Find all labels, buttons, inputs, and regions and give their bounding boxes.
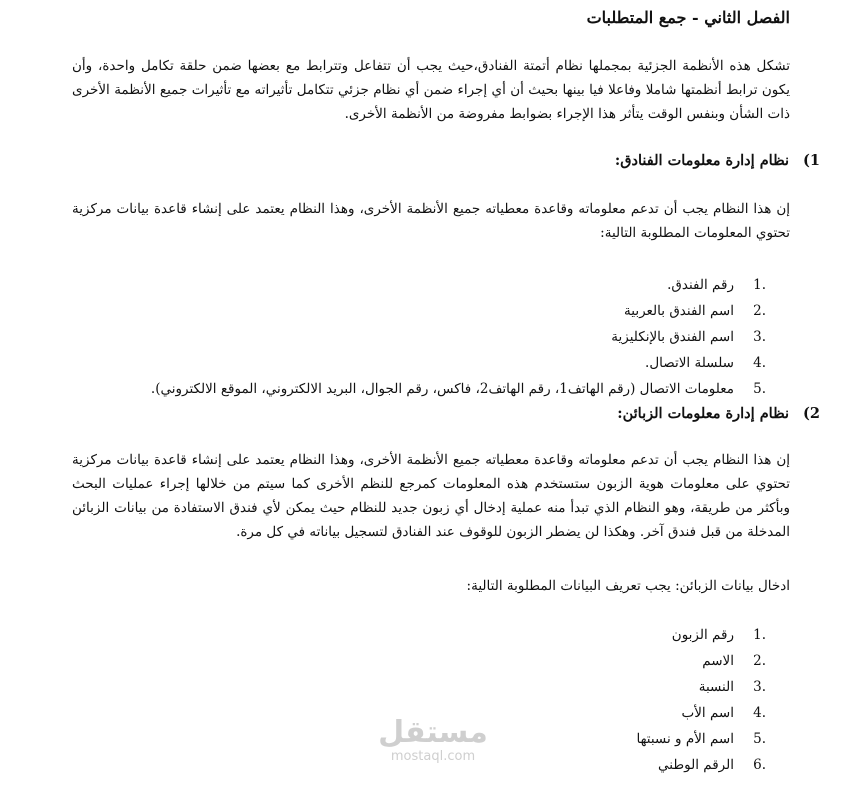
section-number: 1)	[803, 152, 820, 169]
list-text: اسم الأب	[681, 705, 734, 721]
list-index: 3.	[753, 679, 766, 695]
customer-fields-list	[636, 622, 766, 778]
list-item	[151, 272, 766, 298]
list-item	[636, 648, 766, 674]
list-index: 1.	[753, 277, 766, 293]
list-text: معلومات الاتصال (رقم الهاتف1، رقم الهاتف2، فاكس، رقم الجوال، البريد الالكتروني، الموقع الالكتروني).	[150, 381, 734, 397]
list-index: 2.	[753, 653, 766, 669]
section-title: نظام إدارة معلومات الفنادق:	[614, 152, 790, 169]
section-paragraph-hotels: إن هذا النظام يجب أن تدعم معلوماته وقاعدة معطياته جميع الأنظمة الأخرى، وهذا النظام يعتمد على إنشاء قاعدة بيانات مركزية تحتوي المعلومات المطلوبة التالية:	[72, 201, 790, 241]
section-paragraph-customers: إن هذا النظام يجب أن تدعم معلوماته وقاعدة معطياته جميع الأنظمة الأخرى، وهذا النظام يعتمد على إنشاء قاعدة بيانات مركزية تحتوي على معلومات هوية الزبون ستستخدم هذه المعلومات كمرجع للنظم الأخرى كما سيتم من خلالها إجراء عمليات البحث وبأكثر من طريقة، وهو النظام الذي تبدأ منه عملية إدخال أي زبون جديد للنظام حيث يمكن لأي فندق الاستفادة من بيانات الزبائن المدخلة من قبل فندق آخر. وهكذا لن يضطر الزبون للوقوف عند الفنادق لتسجيل بياناته في كل مرة.	[72, 452, 790, 540]
list-text: سلسلة الاتصال.	[645, 355, 734, 371]
mostaql-watermark	[378, 716, 488, 764]
watermark-url: mostaql.com	[390, 749, 476, 764]
list-index: 2.	[753, 303, 766, 319]
list-item	[636, 700, 766, 726]
section-title: نظام إدارة معلومات الزبائن:	[617, 405, 790, 422]
list-text: اسم الفندق بالإنكليزية	[611, 329, 734, 345]
list-item	[636, 726, 766, 752]
chapter-title: الفصل الثاني - جمع المتطلبات	[586, 8, 790, 27]
list-text: اسم الأم و نسبتها	[636, 731, 734, 747]
list-index: 1.	[753, 627, 766, 643]
list-item	[151, 324, 766, 350]
section-heading-hotels	[615, 152, 820, 169]
list-item	[636, 752, 766, 778]
customer-data-lead: ادخال بيانات الزبائن: يجب تعريف البيانات المطلوبة التالية:	[466, 578, 790, 594]
list-text: الاسم	[702, 653, 734, 669]
list-index: 6.	[753, 757, 766, 773]
list-item	[636, 622, 766, 648]
list-text: الرقم الوطني	[658, 757, 734, 773]
intro-paragraph: تشكل هذه الأنظمة الجزئية بمجملها نظام أتمتة الفنادق،حيث يجب أن تتفاعل وتترابط مع بعضها ضمن حلقة تكامل واحدة، وأن يكون ترابط أنظمتها شاملا وفاعلا فيا بينها بحيث أن أي إجراء ضمن أي نظام جزئي تتكامل تأثيراته مع تأثيرات جميع الأنظمة الأخرى ذات الشأن وبنفس الوقت يتأثر هذا الإجراء بضوابط مفروضة من الأنظمة الأخرى.	[72, 58, 790, 122]
list-text: النسبة	[698, 679, 734, 695]
list-item	[151, 376, 766, 402]
hotel-fields-list	[151, 272, 766, 402]
list-text: اسم الفندق بالعربية	[624, 303, 734, 319]
list-text: رقم الزبون	[671, 627, 734, 643]
list-item	[151, 350, 766, 376]
list-text: رقم الفندق.	[667, 277, 734, 293]
list-index: 4.	[753, 705, 766, 721]
section-number: 2)	[803, 405, 820, 422]
list-item	[151, 298, 766, 324]
section-heading-customers	[617, 405, 820, 422]
list-index: 4.	[753, 355, 766, 371]
watermark-logo: مستقل	[378, 715, 488, 750]
list-item	[636, 674, 766, 700]
list-index: 5.	[753, 381, 766, 397]
list-index: 3.	[753, 329, 766, 345]
list-index: 5.	[753, 731, 766, 747]
